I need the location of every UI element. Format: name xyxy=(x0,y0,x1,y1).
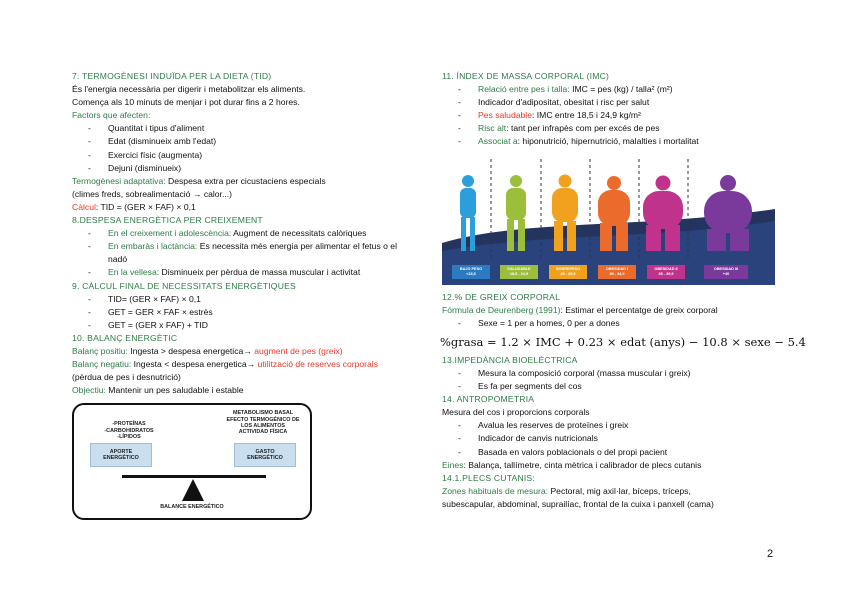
positive-balance xyxy=(72,345,404,358)
adapt-label: Termogènesi adaptativa: xyxy=(72,175,166,186)
zones-text-2: subescapular, abdominal, suprailíac, frontal de la cuixa i panxell (cama) xyxy=(442,498,714,509)
imc-item xyxy=(442,135,782,148)
factor-item: - Quantitat i tipus d'aliment xyxy=(72,122,404,135)
bmi-label: OBESIDAD I 30 - 34,9 xyxy=(598,265,636,279)
neg-red: utilització de reserves corporals xyxy=(257,359,378,370)
factors-label: Factors que afecten: xyxy=(72,110,151,121)
tools-text: : Balança, tallímetre, cinta mètrica i calibrador de plecs cutanis xyxy=(463,459,702,470)
intake-items: -PROTEÍNAS -CARBOHIDRATOS -LÍPIDOS xyxy=(104,421,154,440)
bmi-illustration xyxy=(442,159,775,285)
factor-item: - Dejuni (disminueix) xyxy=(72,162,404,175)
imc-label: Relació entre pes i talla: xyxy=(478,84,570,95)
adaptive-thermogenesis xyxy=(72,175,404,188)
impedance-item: - Es fa per segments del cos xyxy=(442,380,782,393)
imc-text: : IMC entre 18,5 i 24,9 kg/m² xyxy=(532,110,641,121)
obj-text: Mantenir un pes saludable i estable xyxy=(105,385,244,396)
pos-text: Ingesta > despesa energetica→ xyxy=(127,345,255,356)
balance-fulcrum xyxy=(182,479,204,501)
formula-item: - TID= (GER × FAF) × 0,1 xyxy=(72,293,404,306)
page-number: 2 xyxy=(767,548,774,560)
tools-line xyxy=(442,459,782,472)
section-14-title: 14. ANTROPOMETRIA xyxy=(442,394,535,405)
growth-item xyxy=(72,227,404,240)
neg-label: Balanç negatiu: xyxy=(72,359,132,370)
pos-red: augment de pes (greix) xyxy=(254,345,343,356)
adapt-text-2: (climes freds, sobrealimentació → calor...) xyxy=(72,188,232,199)
factor-item: - Exercici físic (augmenta) xyxy=(72,149,404,162)
zones-text: Pectoral, mig axil·lar, bíceps, tríceps, xyxy=(548,485,691,496)
imc-label: Associat a xyxy=(478,136,518,147)
obj-label: Objectiu: xyxy=(72,385,106,396)
growth-label: En el creixement i adolescència: xyxy=(108,228,232,239)
adapt-text: Despesa extra per cicustaciens especials xyxy=(165,175,326,186)
deurenberg-label: Fórmula de Deurenberg (1991) xyxy=(442,304,561,315)
factor-item: - Edat (disminueix amb l'edat) xyxy=(72,135,404,148)
formula-item: - GET = GER × FAF × estrès xyxy=(72,306,404,319)
pregnancy-text: Es necessita més energia per alimentar el fetus o el nadó xyxy=(108,241,397,265)
bmi-label: SOBREPESO 25 - 29,9 xyxy=(549,265,587,279)
tools-label: Eines xyxy=(442,459,464,470)
section-13-title: 13.IMPEDÀNCIA BIOELÈCTRICA xyxy=(442,354,578,365)
bmi-label: BAJO PESO <18,5 xyxy=(452,265,490,279)
impedance-item: - Mesura la composició corporal (massa muscular i greix) xyxy=(442,367,782,380)
section-12-title: 12.% DE GREIX CORPORAL xyxy=(442,291,561,302)
old-age-text: Disminueix per pèrdua de massa muscular i activitat xyxy=(159,267,361,278)
section-10-title: 10. BALANÇ ENERGÈTIC xyxy=(72,332,178,343)
right-column xyxy=(440,70,806,511)
expenditure-box: GASTO ENERGÉTICO xyxy=(234,443,296,467)
calc-label: Càlcul xyxy=(72,201,96,212)
section-11-title: 11. ÍNDEX DE MASSA CORPORAL (IMC) xyxy=(442,71,610,81)
zones-line xyxy=(442,485,782,498)
intake-box: APORTE ENERGÉTICO xyxy=(90,443,152,467)
formula-item: - GET = (GER x FAF) + TID xyxy=(72,319,404,332)
anthropometry-item: - Avalua les reserves de proteïnes i greix xyxy=(442,419,782,432)
growth-text: Augment de necessitats calòriques xyxy=(231,228,367,239)
s7-line-1: És l'energia necessària per digerir i metabolitzar els aliments. xyxy=(72,84,306,95)
old-age-item xyxy=(72,266,404,279)
balance-label: BALANCE ENERGÉTICO xyxy=(160,504,224,511)
neg-text: Ingesta < despesa energetica→ xyxy=(131,359,258,370)
deurenberg-text: : Estimar el percentatge de greix corporal xyxy=(560,304,718,315)
energy-balance-diagram xyxy=(72,403,312,520)
imc-text: : hiponutrició, hipernutrició, malalties i mortalitat xyxy=(517,136,699,147)
sex-item: - Sexe = 1 per a homes, 0 per a dones xyxy=(442,317,782,330)
deurenberg-line xyxy=(442,304,782,317)
imc-text: Indicador d'adipositat, obesitat i risc per salut xyxy=(478,97,650,108)
body-fat-formula: %grasa = 1.2 × IMC + 0.23 × edat (anys) − 10.8 × sexe − 5.4 xyxy=(440,334,806,349)
imc-item xyxy=(442,96,782,109)
section-7-title: 7. TERMOGÈNESI INDUÏDA PER LA DIETA (TID) xyxy=(72,71,272,81)
neg-tail: (pèrdua de pes i desnutrició) xyxy=(72,372,181,383)
expenditure-items: METABOLISMO BASAL EFECTO TERMOGÉNICO DE LOS ALIMENTOS ACTIVIDAD FÍSICA xyxy=(226,410,300,435)
calc-line xyxy=(72,201,404,214)
bmi-label: OBESIDAD III +40 xyxy=(704,265,748,279)
pregnancy-item xyxy=(72,240,404,266)
imc-label: Risc alt xyxy=(478,123,507,134)
zones-label: Zones habituals de mesura: xyxy=(442,485,549,496)
anthropometry-item: - Indicador de canvis nutricionals xyxy=(442,432,782,445)
old-age-label: En la vellesa: xyxy=(108,267,160,278)
bmi-label: SALUDABLE 18,5 - 24,9 xyxy=(500,265,538,279)
imc-item xyxy=(442,109,782,122)
objective xyxy=(72,384,404,397)
section-14-1-title: 14.1.PLECS CUTANIS: xyxy=(442,472,535,483)
left-column xyxy=(72,70,404,520)
anthropometry-item: - Basada en valors poblacionals o del propi pacient xyxy=(442,446,782,459)
imc-item xyxy=(442,83,782,96)
pregnancy-label: En embaràs i lactància: xyxy=(108,241,198,252)
negative-balance xyxy=(72,358,404,384)
s7-line-2: Comença als 10 minuts de menjar i pot durar fins a 2 hores. xyxy=(72,97,300,108)
pos-label: Balanç positiu: xyxy=(72,345,128,356)
calc-text: : TID = (GER × FAF) × 0,1 xyxy=(95,201,196,212)
anthropometry-def: Mesura del cos i proporcions corporals xyxy=(442,407,590,418)
bmi-label: OBESIDAD II 35 - 39,9 xyxy=(647,265,685,279)
imc-item xyxy=(442,122,782,135)
imc-label: Pes saludable xyxy=(478,110,532,121)
balance-beam xyxy=(122,475,266,478)
imc-text: : tant per infrapès com per excés de pes xyxy=(506,123,660,134)
imc-text: IMC = pes (kg) / talla² (m²) xyxy=(569,84,673,95)
section-8-title: 8.DESPESA ENERGÈTICA PER CREIXEMENT xyxy=(72,215,263,226)
section-9-title: 9. CÀLCUL FINAL DE NECESSITATS ENERGÈTIQUES xyxy=(72,280,296,291)
